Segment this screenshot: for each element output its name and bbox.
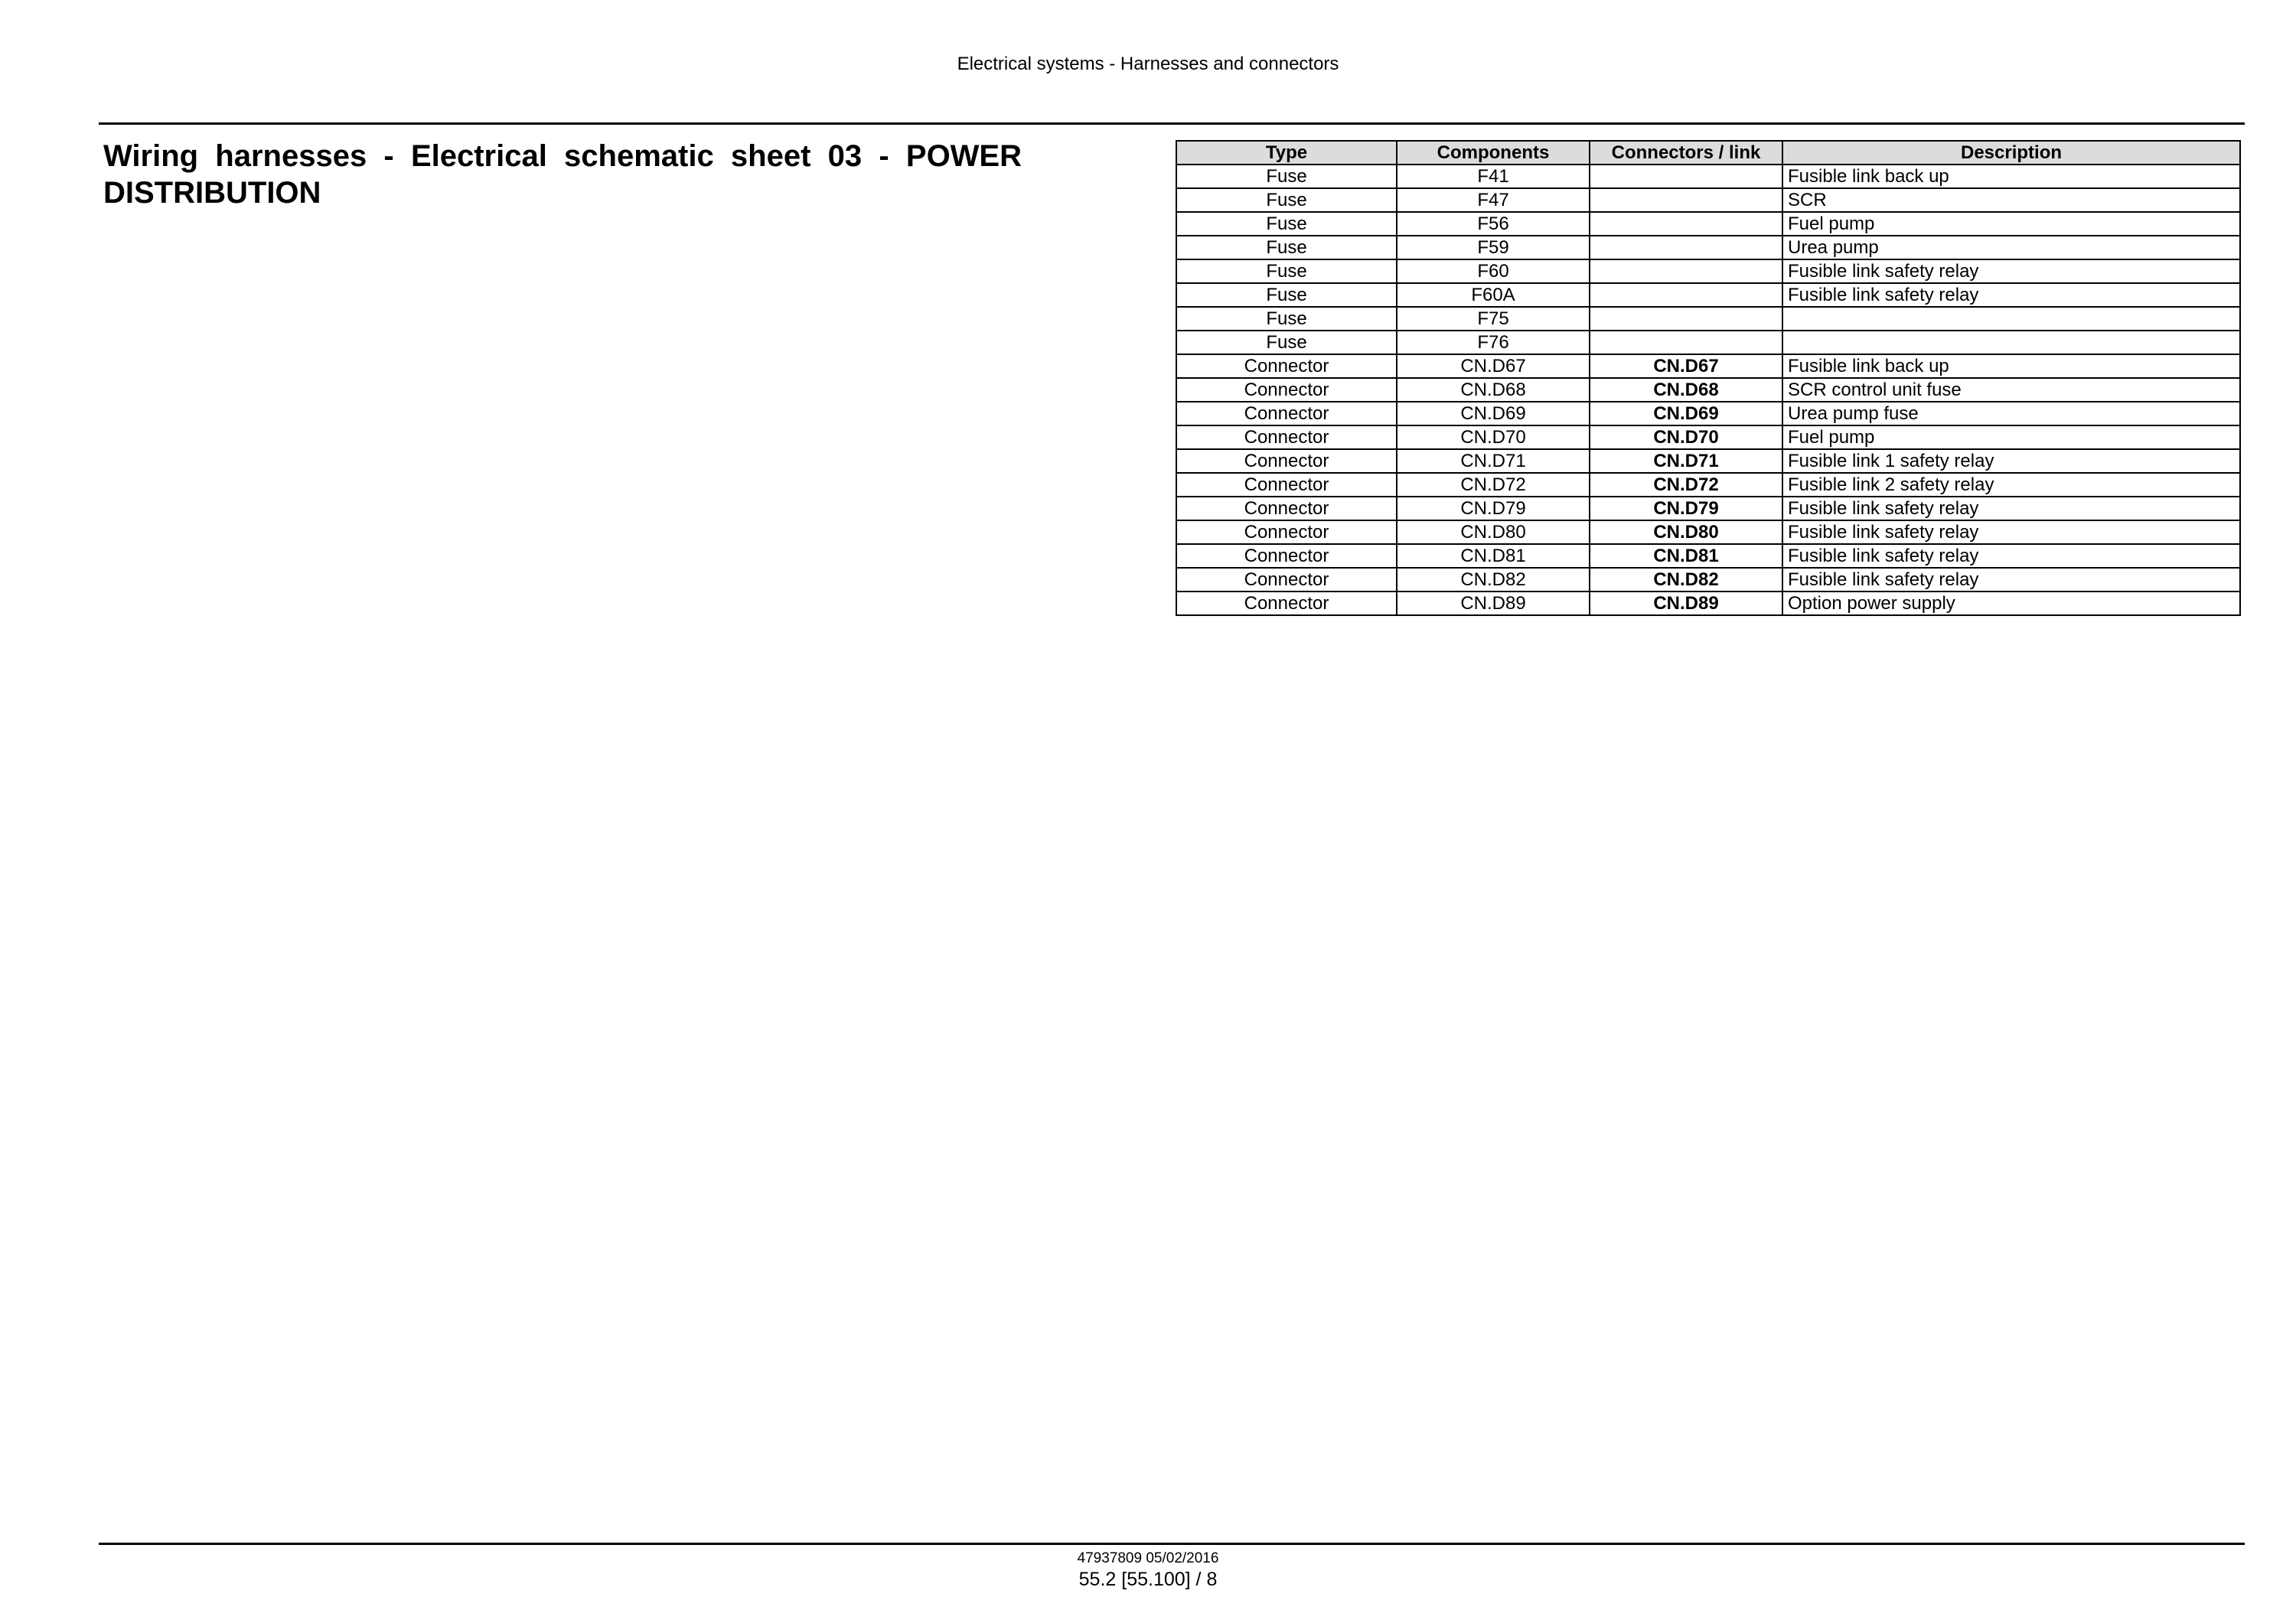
cell-type: Connector bbox=[1176, 402, 1397, 425]
cell-description: Urea pump fuse bbox=[1782, 402, 2240, 425]
table-row bbox=[1176, 568, 2240, 592]
table-row bbox=[1176, 283, 2240, 307]
table-row bbox=[1176, 473, 2240, 497]
cell-connector: CN.D89 bbox=[1590, 592, 1782, 615]
column-header-description: Description bbox=[1782, 141, 2240, 165]
document-code: 47937809 05/02/2016 bbox=[1077, 1550, 1219, 1566]
cell-type: Connector bbox=[1176, 520, 1397, 544]
cell-component: F75 bbox=[1397, 307, 1590, 331]
cell-description: Fusible link safety relay bbox=[1782, 259, 2240, 283]
table-header-row bbox=[1176, 141, 2240, 165]
column-header-type: Type bbox=[1176, 141, 1397, 165]
cell-component: CN.D68 bbox=[1397, 378, 1590, 402]
cell-connector bbox=[1590, 259, 1782, 283]
cell-connector: CN.D82 bbox=[1590, 568, 1782, 592]
table-body bbox=[1176, 165, 2240, 615]
cell-type: Connector bbox=[1176, 592, 1397, 615]
cell-connector: CN.D67 bbox=[1590, 354, 1782, 378]
table-row bbox=[1176, 259, 2240, 283]
cell-type: Connector bbox=[1176, 378, 1397, 402]
cell-type: Connector bbox=[1176, 497, 1397, 520]
cell-description: Fuel pump bbox=[1782, 425, 2240, 449]
cell-description: SCR control unit fuse bbox=[1782, 378, 2240, 402]
cell-component: F56 bbox=[1397, 212, 1590, 236]
cell-component: CN.D67 bbox=[1397, 354, 1590, 378]
cell-connector bbox=[1590, 307, 1782, 331]
cell-component: F60 bbox=[1397, 259, 1590, 283]
cell-type: Fuse bbox=[1176, 188, 1397, 212]
cell-component: F59 bbox=[1397, 236, 1590, 259]
cell-component: CN.D89 bbox=[1397, 592, 1590, 615]
cell-description: Fusible link safety relay bbox=[1782, 283, 2240, 307]
cell-description: Fusible link 1 safety relay bbox=[1782, 449, 2240, 473]
table-row bbox=[1176, 425, 2240, 449]
cell-description: Option power supply bbox=[1782, 592, 2240, 615]
table-row bbox=[1176, 402, 2240, 425]
cell-component: CN.D69 bbox=[1397, 402, 1590, 425]
cell-description: Fusible link back up bbox=[1782, 354, 2240, 378]
cell-connector bbox=[1590, 236, 1782, 259]
cell-description: Fusible link safety relay bbox=[1782, 544, 2240, 568]
cell-description: Fusible link back up bbox=[1782, 165, 2240, 188]
cell-component: F47 bbox=[1397, 188, 1590, 212]
page-title: Wiring harnesses - Electrical schematic sheet 03 - POWER DISTRIBUTION bbox=[103, 139, 1022, 210]
cell-type: Connector bbox=[1176, 425, 1397, 449]
table-row bbox=[1176, 449, 2240, 473]
table-row bbox=[1176, 212, 2240, 236]
cell-component: CN.D82 bbox=[1397, 568, 1590, 592]
table-row bbox=[1176, 165, 2240, 188]
column-header-components: Components bbox=[1397, 141, 1590, 165]
cell-connector bbox=[1590, 188, 1782, 212]
table-row bbox=[1176, 188, 2240, 212]
cell-type: Connector bbox=[1176, 449, 1397, 473]
table-row bbox=[1176, 497, 2240, 520]
page-reference: 55.2 [55.100] / 8 bbox=[1078, 1569, 1218, 1590]
table-row bbox=[1176, 378, 2240, 402]
footer-divider bbox=[99, 1543, 2245, 1545]
cell-description: Fusible link safety relay bbox=[1782, 568, 2240, 592]
cell-connector bbox=[1590, 283, 1782, 307]
cell-description bbox=[1782, 307, 2240, 331]
cell-description: Fusible link safety relay bbox=[1782, 497, 2240, 520]
cell-component: F41 bbox=[1397, 165, 1590, 188]
cell-description: Fuel pump bbox=[1782, 212, 2240, 236]
cell-component: F76 bbox=[1397, 331, 1590, 354]
column-header-connectors: Connectors / link bbox=[1590, 141, 1782, 165]
cell-connector: CN.D80 bbox=[1590, 520, 1782, 544]
cell-type: Fuse bbox=[1176, 259, 1397, 283]
running-header: Electrical systems - Harnesses and connectors bbox=[957, 54, 1339, 74]
cell-connector: CN.D69 bbox=[1590, 402, 1782, 425]
component-table bbox=[1176, 140, 2241, 616]
cell-type: Fuse bbox=[1176, 236, 1397, 259]
cell-type: Fuse bbox=[1176, 283, 1397, 307]
table-row bbox=[1176, 592, 2240, 615]
cell-component: CN.D70 bbox=[1397, 425, 1590, 449]
table-row bbox=[1176, 354, 2240, 378]
cell-description: Fusible link 2 safety relay bbox=[1782, 473, 2240, 497]
component-table-container bbox=[1176, 140, 2239, 616]
cell-connector bbox=[1590, 331, 1782, 354]
cell-connector: CN.D79 bbox=[1590, 497, 1782, 520]
cell-description bbox=[1782, 331, 2240, 354]
cell-component: CN.D71 bbox=[1397, 449, 1590, 473]
cell-description: Fusible link safety relay bbox=[1782, 520, 2240, 544]
cell-type: Connector bbox=[1176, 473, 1397, 497]
cell-connector: CN.D81 bbox=[1590, 544, 1782, 568]
table-row bbox=[1176, 544, 2240, 568]
cell-component: CN.D80 bbox=[1397, 520, 1590, 544]
cell-description: Urea pump bbox=[1782, 236, 2240, 259]
cell-type: Connector bbox=[1176, 544, 1397, 568]
cell-component: CN.D72 bbox=[1397, 473, 1590, 497]
cell-connector: CN.D70 bbox=[1590, 425, 1782, 449]
cell-connector bbox=[1590, 212, 1782, 236]
cell-connector: CN.D68 bbox=[1590, 378, 1782, 402]
cell-type: Fuse bbox=[1176, 331, 1397, 354]
cell-connector: CN.D71 bbox=[1590, 449, 1782, 473]
cell-type: Fuse bbox=[1176, 307, 1397, 331]
table-row bbox=[1176, 520, 2240, 544]
cell-type: Fuse bbox=[1176, 165, 1397, 188]
cell-type: Connector bbox=[1176, 354, 1397, 378]
cell-type: Fuse bbox=[1176, 212, 1397, 236]
table-row bbox=[1176, 331, 2240, 354]
cell-component: CN.D79 bbox=[1397, 497, 1590, 520]
cell-type: Connector bbox=[1176, 568, 1397, 592]
cell-description: SCR bbox=[1782, 188, 2240, 212]
cell-component: CN.D81 bbox=[1397, 544, 1590, 568]
header-divider bbox=[99, 122, 2245, 125]
table-row bbox=[1176, 236, 2240, 259]
cell-component: F60A bbox=[1397, 283, 1590, 307]
table-row bbox=[1176, 307, 2240, 331]
cell-connector bbox=[1590, 165, 1782, 188]
cell-connector: CN.D72 bbox=[1590, 473, 1782, 497]
